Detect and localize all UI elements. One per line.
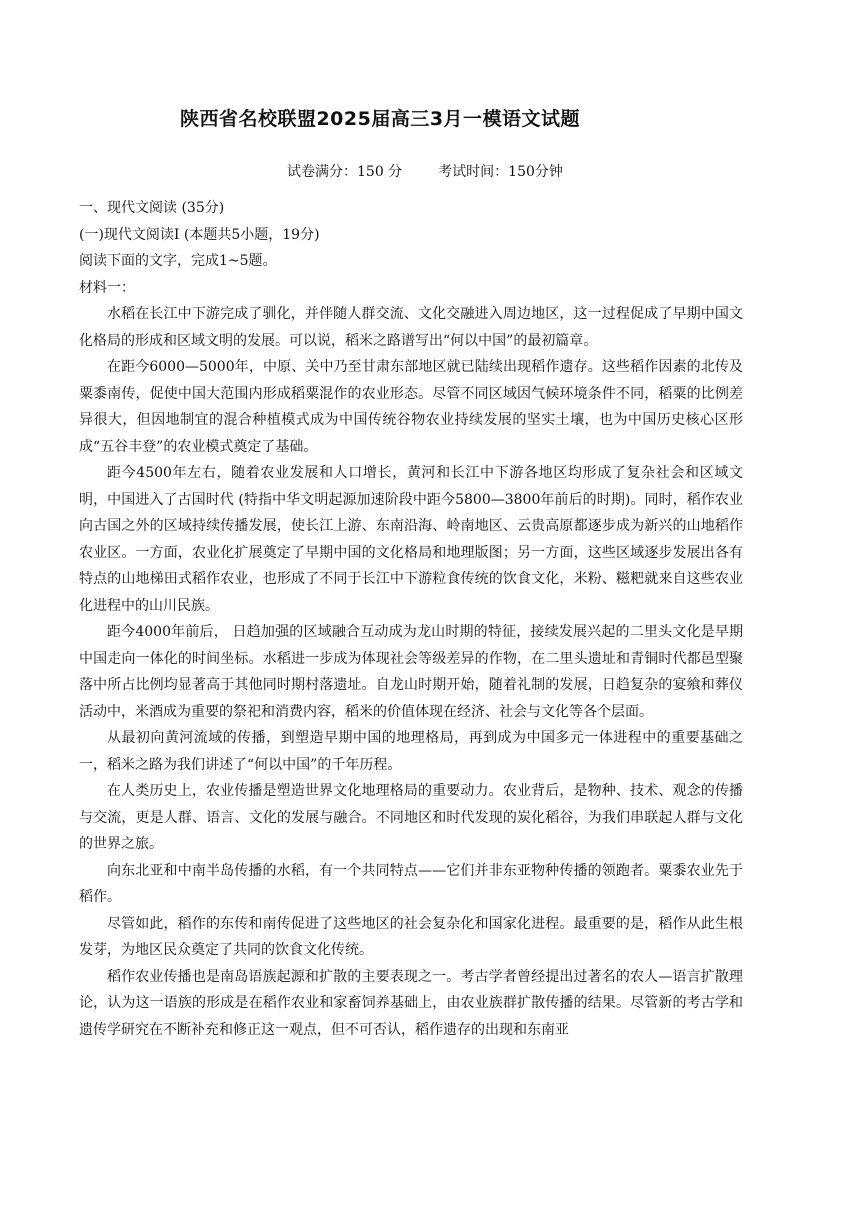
page-title: 陕西省名校联盟2025届高三3月一模语文试题 (179, 108, 581, 130)
score-label: 试卷满分：150 分 (287, 164, 403, 180)
paragraph: 稻作农业传播也是南岛语族起源和扩散的主要表现之一。考古学者曾经提出过著名的农人—语言扩散理论，认为这一语族的形成是在稻作农业和家畜饲养基础上，由农业族群扩散传播的结果。尽管新的考古学和遗传学研究在不断补充和修正这一观点，但不可否认，稻作遗存的出现和东南亚 (79, 968, 743, 1038)
paragraph: 从最初向黄河流域的传播，到塑造早期中国的地理格局，再到成为中国多元一体进程中的重要基础之一，稻米之路为我们讲述了“何以中国”的千年历程。 (79, 730, 743, 773)
time-label: 考试时间：150分钟 (438, 164, 563, 180)
paragraph: 距今4500年左右，随着农业发展和人口增长，黄河和长江中下游各地区均形成了复杂社会和区域文明，中国进入了古国时代 (特指中华文明起源加速阶段中距今5800—3800年前后的时期)。同时，稻作农业向古国之外的区域持续传播发展，使长江上游、东南沿海、岭南地区、云贵高原都逐步成为新兴的山地稻作农业区。一方面，农业化扩展奠定了早期中国的文化格局和地理版图；另一方面，这些区域逐步发展出各有特点的山地梯田式稻作农业，也形成了不同于长江中下游粒食传统的饮食文化，米粉、糍粑就来自这些农业化进程中的山川民族。 (79, 465, 743, 614)
document-body (79, 195, 743, 1043)
paragraph: 在距今6000—5000年，中原、关中乃至甘肃东部地区就已陆续出现稻作遗存。这些稻作因素的北传及粟黍南传，促使中国大范围内形成稻粟混作的农业形态。尽管不同区域因气候环境条件不同，稻粟的比例差异很大，但因地制宜的混合种植模式成为中国传统谷物农业持续发展的坚实土壤，也为中国历史核心区形成“五谷丰登”的农业模式奠定了基础。 (79, 359, 743, 455)
section-heading: 一、现代文阅读 (35分) (79, 200, 225, 216)
paragraph: 距今4000年前后， 日趋加强的区域融合互动成为龙山时期的特征，接续发展兴起的二里头文化是早期中国走向一体化的时间坐标。水稻进一步成为体现社会等级差异的作物，在二里头遗址和青铜时代都邑型聚落中所占比例均显著高于其他同时期村落遗址。自龙山时期开始，随着礼制的发展，日趋复杂的宴飨和葬仪活动中，米酒成为重要的祭祀和消费内容，稻米的价值体现在经济、社会与文化等各个层面。 (79, 624, 743, 720)
exam-meta (287, 161, 563, 181)
section-subheading: (一)现代文阅读Ⅰ (本题共5小题，19分) (79, 226, 320, 243)
material-label: 材料一： (79, 279, 135, 296)
reading-instruction: 阅读下面的文字，完成1~5题。 (79, 253, 277, 269)
paragraph: 水稻在长江中下游完成了驯化，并伴随人群交流、文化交融进入周边地区，这一过程促成了早期中国文化格局的形成和区域文明的发展。可以说，稻米之路谱写出“何以中国”的最初篇章。 (79, 306, 743, 349)
paragraph: 尽管如此，稻作的东传和南传促进了这些地区的社会复杂化和国家化进程。最重要的是，稻作从此生根发芽，为地区民众奠定了共同的饮食文化传统。 (79, 915, 743, 958)
paragraph: 在人类历史上，农业传播是塑造世界文化地理格局的重要动力。农业背后，是物种、技术、观念的传播与交流，更是人群、语言、文化的发展与融合。不同地区和时代发现的炭化稻谷，为我们串联起人群与文化的世界之旅。 (79, 783, 743, 852)
paragraph: 向东北亚和中南半岛传播的水稻，有一个共同特点——它们并非东亚物种传播的领跑者。粟黍农业先于稻作。 (79, 862, 743, 905)
